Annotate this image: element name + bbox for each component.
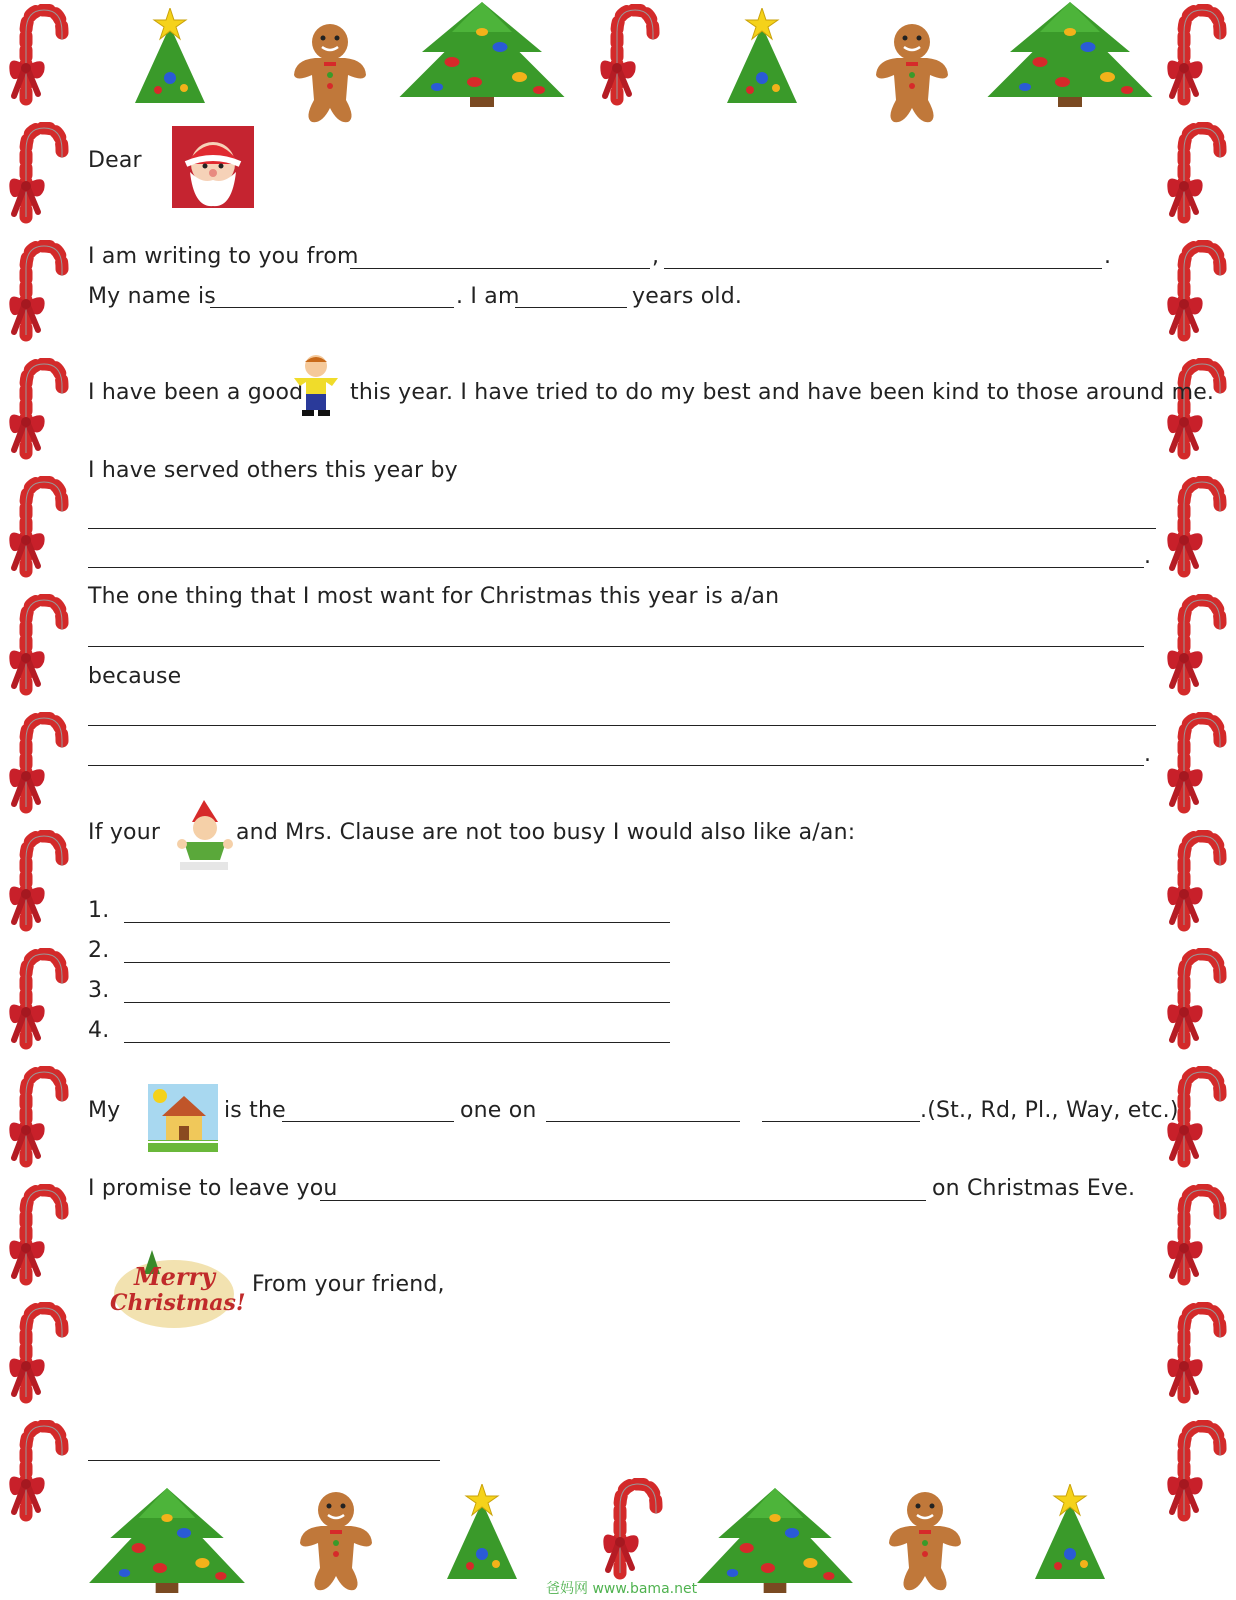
candy-cane-icon	[1162, 594, 1232, 699]
christmas-tree-icon	[722, 8, 804, 110]
candy-cane-icon	[4, 830, 74, 935]
name-blank[interactable]	[210, 307, 454, 308]
candy-cane-icon	[4, 1302, 74, 1407]
wish-blank-1[interactable]	[124, 922, 670, 923]
candy-cane-icon	[1162, 358, 1232, 463]
good-suffix: this year. I have tried to do my best and have been kind to those around me.	[350, 380, 1215, 405]
greeting: Dear	[88, 148, 142, 173]
list-number-3: 3.	[88, 978, 110, 1003]
gingerbread-man-icon	[872, 20, 954, 126]
christmas-tree-icon	[690, 1478, 860, 1596]
because-period: .	[1144, 742, 1152, 767]
christmas-tree-icon	[1030, 1484, 1112, 1596]
candy-cane-icon	[4, 122, 74, 227]
comma: ,	[652, 244, 660, 269]
candy-cane-icon	[4, 240, 74, 345]
badge-christmas: Christmas!	[110, 1290, 246, 1316]
candy-cane-icon	[1162, 1420, 1232, 1525]
want-label: The one thing that I most want for Christmas this year is a/an	[88, 584, 780, 609]
watermark: 爸妈网 www.bama.net	[546, 1581, 698, 1597]
candy-cane-icon	[4, 594, 74, 699]
name-label: My name is	[88, 284, 216, 309]
candy-cane-icon	[595, 4, 665, 109]
list-number-2: 2.	[88, 938, 110, 963]
street-name-blank[interactable]	[546, 1121, 740, 1122]
served-blank-2[interactable]	[88, 567, 1144, 568]
house-mid-1: is the	[224, 1098, 286, 1123]
santa-face-icon	[172, 126, 254, 208]
candy-cane-icon	[4, 1066, 74, 1171]
promise-end: on Christmas Eve.	[932, 1176, 1136, 1201]
candy-cane-icon	[4, 948, 74, 1053]
because-blank-2[interactable]	[88, 765, 1144, 766]
candy-cane-icon	[4, 476, 74, 581]
candy-cane-icon	[4, 4, 74, 109]
state-blank[interactable]	[664, 268, 1102, 269]
elf-prefix: If your	[88, 820, 161, 845]
years-old-label: years old.	[632, 284, 743, 309]
served-period: .	[1144, 544, 1152, 569]
want-blank[interactable]	[88, 646, 1144, 647]
because-blank-1[interactable]	[88, 725, 1156, 726]
list-number-1: 1.	[88, 898, 110, 923]
candy-cane-icon	[1162, 4, 1232, 109]
candy-cane-icon	[1162, 948, 1232, 1053]
elf-suffix: and Mrs. Clause are not too busy I would also like a/an:	[236, 820, 856, 845]
christmas-tree-icon	[82, 1478, 252, 1596]
age-blank[interactable]	[515, 307, 627, 308]
gingerbread-man-icon	[290, 20, 372, 126]
christmas-tree-icon	[442, 1484, 524, 1596]
promise-label: I promise to leave you	[88, 1176, 338, 1201]
age-label: . I am	[456, 284, 520, 309]
house-mid-2: one on	[460, 1098, 537, 1123]
christmas-tree-icon	[392, 0, 572, 110]
served-label: I have served others this year by	[88, 458, 458, 483]
street-type-blank[interactable]	[762, 1121, 920, 1122]
list-number-4: 4.	[88, 1018, 110, 1043]
candy-cane-icon	[4, 1184, 74, 1289]
wish-blank-2[interactable]	[124, 962, 670, 963]
promise-blank[interactable]	[320, 1200, 926, 1201]
house-number-blank[interactable]	[282, 1121, 454, 1122]
street-type-hint: .(St., Rd, Pl., Way, etc.)	[920, 1098, 1179, 1123]
candy-cane-icon	[4, 358, 74, 463]
candy-cane-icon	[1162, 1184, 1232, 1289]
candy-cane-icon	[1162, 476, 1232, 581]
boy-icon	[288, 352, 344, 418]
served-blank-1[interactable]	[88, 528, 1156, 529]
period: .	[1104, 244, 1112, 269]
badge-merry: Merry	[134, 1262, 216, 1291]
good-label: I have been a good	[88, 380, 304, 405]
house-prefix: My	[88, 1098, 121, 1123]
signature-blank[interactable]	[88, 1460, 440, 1461]
merry-christmas-badge	[108, 1246, 246, 1338]
house-icon	[148, 1084, 218, 1152]
candy-cane-icon	[1162, 830, 1232, 935]
writing-from-label: I am writing to you from	[88, 244, 359, 269]
wish-blank-4[interactable]	[124, 1042, 670, 1043]
city-blank[interactable]	[350, 268, 650, 269]
candy-cane-icon	[1162, 240, 1232, 345]
elf-icon	[174, 798, 234, 874]
wish-blank-3[interactable]	[124, 1002, 670, 1003]
candy-cane-icon	[1162, 122, 1232, 227]
candy-cane-icon	[1162, 712, 1232, 817]
closing: From your friend,	[252, 1272, 445, 1297]
christmas-tree-icon	[130, 8, 212, 110]
candy-cane-icon	[1162, 1302, 1232, 1407]
candy-cane-icon	[598, 1478, 668, 1583]
because-label: because	[88, 664, 182, 689]
gingerbread-man-icon	[885, 1488, 967, 1594]
christmas-tree-icon	[980, 0, 1160, 110]
candy-cane-icon	[4, 712, 74, 817]
candy-cane-icon	[4, 1420, 74, 1525]
gingerbread-man-icon	[296, 1488, 378, 1594]
